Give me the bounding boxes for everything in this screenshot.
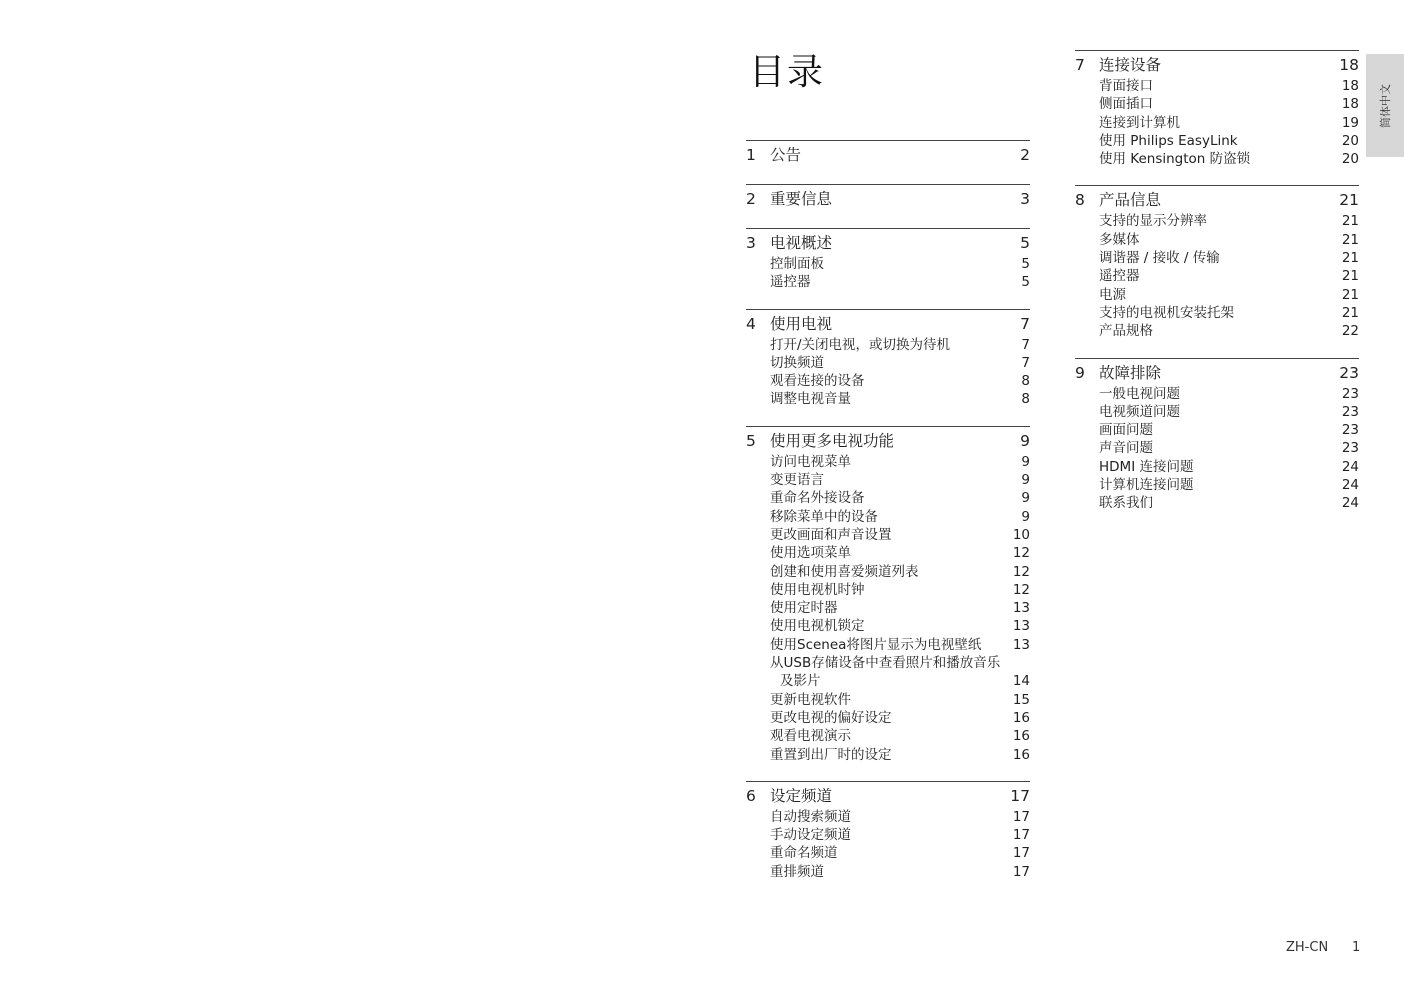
section-page: 2 <box>1020 146 1030 164</box>
entry-label: 及影片 <box>780 673 821 690</box>
section-title: 公告 <box>770 146 802 164</box>
entry-label: 计算机连接问题 <box>1099 477 1194 494</box>
section-number: 4 <box>746 314 756 333</box>
toc-entry[interactable] <box>746 563 1030 581</box>
toc-section <box>746 228 1030 292</box>
entry-label: 画面问题 <box>1099 422 1153 439</box>
entry-label: 从USB存储设备中查看照片和播放音乐 <box>770 655 1001 672</box>
entry-label: 重排频道 <box>770 863 824 880</box>
entry-label: 调谐器 / 接收 / 传输 <box>1099 250 1220 267</box>
toc-section-heading[interactable] <box>746 785 1030 808</box>
section-title: 使用电视 <box>770 314 833 333</box>
entry-label: 移除菜单中的设备 <box>770 508 878 525</box>
entry-label: 使用电视机时钟 <box>770 581 865 598</box>
entry-label: 使用选项菜单 <box>770 545 851 562</box>
entry-page: 21 <box>1341 304 1359 321</box>
toc-entry[interactable] <box>1075 439 1359 457</box>
toc-entry[interactable] <box>1075 494 1359 512</box>
entry-page: 12 <box>1012 581 1030 598</box>
toc-entry[interactable] <box>1075 114 1359 132</box>
entry-page: 23 <box>1341 440 1359 457</box>
entry-label: 访问电视菜单 <box>770 453 851 470</box>
entry-label: 多媒体 <box>1099 231 1140 248</box>
entry-label: 调整电视音量 <box>770 391 851 408</box>
entry-page: 24 <box>1341 477 1359 494</box>
entry-label: 电视频道问题 <box>1099 403 1180 420</box>
section-number: 9 <box>1075 363 1085 382</box>
section-title: 设定频道 <box>770 786 833 805</box>
toc-entry[interactable] <box>1075 150 1359 168</box>
toc-entry[interactable] <box>746 599 1030 617</box>
entry-label: 观看电视演示 <box>770 728 851 745</box>
entry-page: 9 <box>1021 508 1030 525</box>
toc-entry[interactable] <box>1075 322 1359 340</box>
entry-label: 创建和使用喜爱频道列表 <box>770 563 919 580</box>
toc-entry[interactable] <box>1075 458 1359 476</box>
section-page: 9 <box>1020 431 1030 450</box>
toc-entry[interactable] <box>1075 231 1359 249</box>
toc-entry[interactable] <box>1075 476 1359 494</box>
entry-page: 14 <box>1012 673 1030 690</box>
toc-section-heading[interactable] <box>746 188 1030 211</box>
entry-label: 产品规格 <box>1099 323 1153 340</box>
entry-label: 打开/关闭电视，或切换为待机 <box>770 336 951 353</box>
toc-entry[interactable] <box>746 636 1030 654</box>
entry-page: 8 <box>1021 391 1030 408</box>
toc-entry[interactable] <box>746 508 1030 526</box>
section-page: 23 <box>1339 363 1359 382</box>
entry-page: 9 <box>1021 490 1030 507</box>
toc-section-heading[interactable] <box>1075 189 1359 212</box>
toc-entry[interactable] <box>746 273 1030 291</box>
entry-page: 21 <box>1341 268 1359 285</box>
entry-page: 7 <box>1021 336 1030 353</box>
footer-language: ZH-CN <box>1286 940 1329 955</box>
entry-label: 重命名频道 <box>770 845 838 862</box>
entry-page: 24 <box>1341 495 1359 512</box>
entry-page: 23 <box>1341 385 1359 402</box>
section-number: 7 <box>1075 56 1085 74</box>
entry-page: 16 <box>1012 728 1030 745</box>
entry-page: 8 <box>1021 373 1030 390</box>
entry-page: 23 <box>1341 403 1359 420</box>
toc-entry[interactable] <box>746 617 1030 635</box>
entry-label: 连接到计算机 <box>1099 114 1180 131</box>
toc-entry[interactable] <box>746 863 1030 881</box>
toc-entry[interactable] <box>1075 249 1359 267</box>
footer-page-number: 1 <box>1352 940 1361 955</box>
section-number: 5 <box>746 431 756 450</box>
toc-entry[interactable] <box>1075 212 1359 230</box>
entry-page: 10 <box>1012 526 1030 543</box>
toc-section <box>746 184 1030 211</box>
entry-label: 重置到出厂时的设定 <box>770 746 892 763</box>
section-number: 3 <box>746 234 756 252</box>
entry-label: 自动搜索频道 <box>770 808 851 825</box>
entry-label: 手动设定频道 <box>770 827 851 844</box>
language-side-tab <box>1366 54 1404 157</box>
entry-label: 支持的电视机安装托架 <box>1099 304 1234 321</box>
section-page: 3 <box>1020 190 1030 208</box>
section-number: 1 <box>746 146 756 164</box>
section-title: 故障排除 <box>1099 363 1162 382</box>
section-number: 6 <box>746 786 756 805</box>
entry-label: 更改电视的偏好设定 <box>770 709 892 726</box>
toc-section-heading[interactable] <box>746 430 1030 453</box>
entry-page: 15 <box>1012 691 1030 708</box>
entry-page: 13 <box>1012 600 1030 617</box>
toc-entry[interactable] <box>746 453 1030 471</box>
section-page: 18 <box>1339 56 1359 74</box>
entry-page: 23 <box>1341 422 1359 439</box>
entry-page: 24 <box>1341 458 1359 475</box>
toc-entry[interactable] <box>1075 132 1359 150</box>
toc-entry[interactable] <box>746 489 1030 507</box>
entry-label: 更新电视软件 <box>770 691 851 708</box>
section-title: 使用更多电视功能 <box>770 431 895 450</box>
entry-page: 17 <box>1012 863 1030 880</box>
entry-label: 切换频道 <box>770 354 824 371</box>
toc-entry[interactable] <box>746 672 1030 690</box>
entry-label: HDMI 连接问题 <box>1099 458 1194 475</box>
entry-label: 使用电视机锁定 <box>770 618 865 635</box>
section-title: 产品信息 <box>1099 191 1162 210</box>
toc-left-column <box>746 140 1030 881</box>
toc-entry[interactable] <box>1075 304 1359 322</box>
section-page: 5 <box>1020 234 1030 252</box>
toc-entry[interactable] <box>746 255 1030 273</box>
toc-entry[interactable] <box>746 336 1030 354</box>
entry-page: 17 <box>1012 827 1030 844</box>
entry-label: 联系我们 <box>1099 495 1153 512</box>
toc-section <box>746 426 1030 764</box>
entry-page: 21 <box>1341 231 1359 248</box>
entry-page: 19 <box>1341 114 1359 131</box>
toc-entry[interactable] <box>1075 77 1359 95</box>
entry-label: 变更语言 <box>770 472 824 489</box>
entry-page: 22 <box>1341 323 1359 340</box>
entry-label: 侧面插口 <box>1099 96 1153 113</box>
entry-label: 使用Scenea将图片显示为电视壁纸 <box>770 636 982 653</box>
toc-entry[interactable] <box>746 526 1030 544</box>
entry-label: 支持的显示分辨率 <box>1099 213 1207 230</box>
toc-entry[interactable] <box>746 808 1030 826</box>
entry-page: 12 <box>1012 545 1030 562</box>
entry-page: 21 <box>1341 250 1359 267</box>
entry-page: 17 <box>1012 845 1030 862</box>
section-page: 17 <box>1010 786 1030 805</box>
entry-page: 16 <box>1012 709 1030 726</box>
entry-page: 20 <box>1341 132 1359 149</box>
entry-page: 18 <box>1341 96 1359 113</box>
toc-right-column <box>1075 50 1359 513</box>
page-title: 目录 <box>749 52 826 93</box>
entry-page: 13 <box>1012 618 1030 635</box>
entry-page: 21 <box>1341 213 1359 230</box>
entry-label: 更改画面和声音设置 <box>770 526 892 543</box>
entry-page: 5 <box>1021 274 1030 291</box>
entry-page: 7 <box>1021 354 1030 371</box>
entry-label: 重命名外接设备 <box>770 490 865 507</box>
section-number: 2 <box>746 190 756 208</box>
section-title: 电视概述 <box>770 234 833 252</box>
entry-label: 使用 Kensington 防盗锁 <box>1099 151 1251 168</box>
entry-page: 17 <box>1012 808 1030 825</box>
toc-entry[interactable] <box>1075 286 1359 304</box>
entry-label: 电源 <box>1099 286 1126 303</box>
entry-label: 遥控器 <box>1099 268 1140 285</box>
toc-section-heading[interactable] <box>746 232 1030 255</box>
toc-entry[interactable] <box>1075 385 1359 403</box>
toc-entry[interactable] <box>746 390 1030 408</box>
entry-page: 5 <box>1021 256 1030 272</box>
toc-section <box>746 781 1030 881</box>
toc-entry[interactable] <box>746 372 1030 390</box>
toc-entry[interactable] <box>746 844 1030 862</box>
toc-entry[interactable] <box>746 746 1030 764</box>
section-title: 重要信息 <box>770 190 833 208</box>
entry-label: 遥控器 <box>770 274 811 291</box>
toc-section <box>1075 358 1359 513</box>
toc-section <box>746 140 1030 167</box>
toc-section <box>1075 185 1359 340</box>
toc-section-heading[interactable] <box>746 144 1030 167</box>
section-number: 8 <box>1075 191 1085 210</box>
toc-entry[interactable] <box>746 354 1030 372</box>
entry-label: 观看连接的设备 <box>770 373 865 390</box>
entry-page: 18 <box>1341 78 1359 94</box>
language-side-tab-label: 简体中文 <box>1379 84 1392 128</box>
toc-section-heading[interactable] <box>1075 362 1359 385</box>
toc-entry[interactable] <box>746 471 1030 489</box>
toc-entry[interactable] <box>746 727 1030 745</box>
toc-entry[interactable] <box>746 581 1030 599</box>
section-title: 连接设备 <box>1099 56 1162 74</box>
entry-label: 背面接口 <box>1099 78 1153 94</box>
entry-label: 使用 Philips EasyLink <box>1099 132 1238 149</box>
entry-label: 控制面板 <box>770 256 824 272</box>
toc-section <box>1075 50 1359 168</box>
entry-label: 一般电视问题 <box>1099 385 1180 402</box>
toc-entry[interactable] <box>746 544 1030 562</box>
entry-page: 9 <box>1021 453 1030 470</box>
toc-section <box>746 309 1030 409</box>
entry-page: 12 <box>1012 563 1030 580</box>
entry-page: 9 <box>1021 472 1030 489</box>
toc-entry[interactable] <box>1075 403 1359 421</box>
entry-page: 21 <box>1341 286 1359 303</box>
entry-page: 13 <box>1012 636 1030 653</box>
entry-label: 声音问题 <box>1099 440 1153 457</box>
section-page: 7 <box>1020 314 1030 333</box>
entry-page: 16 <box>1012 746 1030 763</box>
toc-entry[interactable] <box>1075 95 1359 113</box>
toc-entry[interactable] <box>746 654 1030 672</box>
toc-entry[interactable] <box>1075 421 1359 439</box>
entry-page: 20 <box>1341 151 1359 168</box>
toc-entry[interactable] <box>746 826 1030 844</box>
section-page: 21 <box>1339 191 1359 210</box>
toc-section-heading[interactable] <box>746 313 1030 336</box>
toc-entry[interactable] <box>746 709 1030 727</box>
toc-entry[interactable] <box>1075 267 1359 285</box>
toc-entry[interactable] <box>746 691 1030 709</box>
toc-section-heading[interactable] <box>1075 54 1359 77</box>
entry-label: 使用定时器 <box>770 600 838 617</box>
